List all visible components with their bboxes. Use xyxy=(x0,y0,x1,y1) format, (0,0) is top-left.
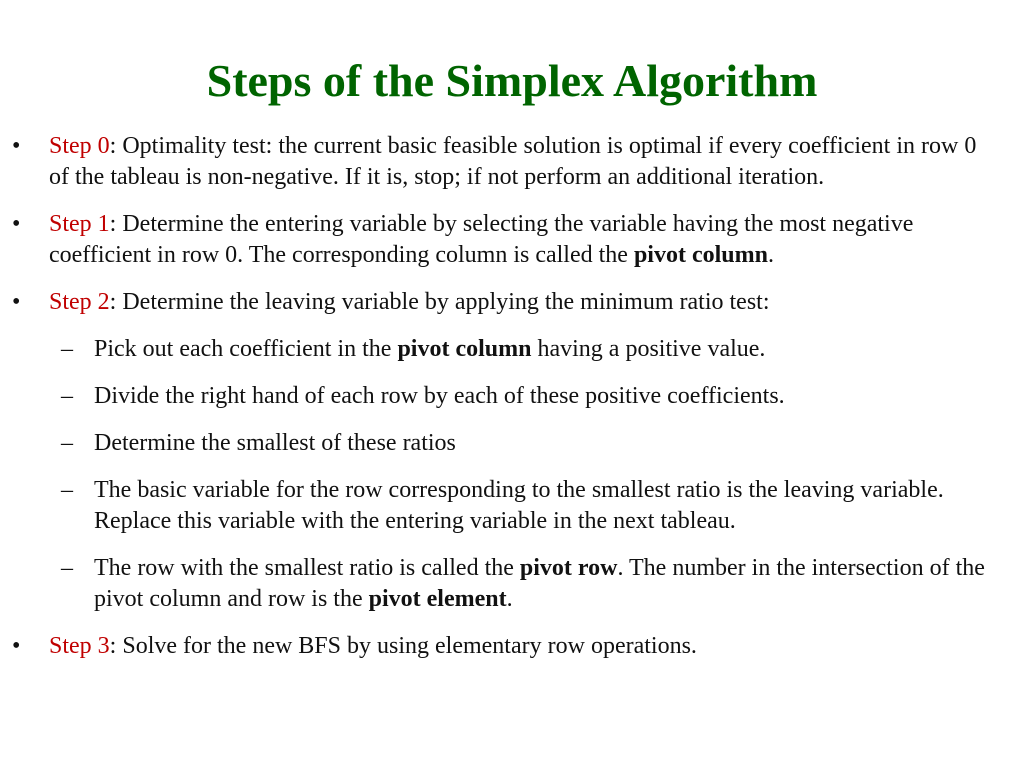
bullet-marker: • xyxy=(12,133,21,159)
pivot-column-term: pivot column xyxy=(397,336,532,362)
substep-basic-variable-text: The basic variable for the row corresponding to the smallest ratio is the leaving variable. Replace this variable with the entering variable in the next tableau. xyxy=(94,477,944,534)
bullet-marker: • xyxy=(12,211,21,237)
slide-title: Steps of the Simplex Algorithm xyxy=(206,55,818,106)
step-1-label: Step 1 xyxy=(49,211,110,237)
step-1-item xyxy=(0,209,1024,271)
step-2-description: : Determine the leaving variable by applying the minimum ratio test: xyxy=(109,289,770,315)
substep-pivot-row-text xyxy=(94,553,996,615)
substep-item xyxy=(0,553,1024,615)
step-1-description: : Determine the entering variable by selecting the variable having the most negative coefficient in row 0. The corresponding column is called the xyxy=(49,211,914,268)
dash-marker: – xyxy=(61,430,73,456)
step-3-text xyxy=(49,631,994,662)
substep-smallest-text: Determine the smallest of these ratios xyxy=(94,430,456,456)
substep-pivot-row-end: . xyxy=(506,586,513,612)
step-3-label: Step 3 xyxy=(49,633,110,659)
dash-marker: – xyxy=(61,477,73,503)
step-0-description: : Optimality test: the current basic feasible solution is optimal if every coefficient in row 0 of the tableau is non-negative. If it is, stop; if not perform an additional iteration. xyxy=(49,133,977,190)
step-1-end: . xyxy=(767,242,774,268)
step-2-label: Step 2 xyxy=(49,289,110,315)
substep-item xyxy=(0,428,1024,459)
dash-marker: – xyxy=(61,336,73,362)
substep-pick-end: having a positive value. xyxy=(531,336,766,362)
dash-marker: – xyxy=(61,555,73,581)
step-0-item xyxy=(0,131,1024,193)
pivot-element-term: pivot element xyxy=(368,586,507,612)
substep-pivot-row-middle: . The number in the intersection of the pivot column and row is the xyxy=(94,555,985,612)
step-2-item xyxy=(0,287,1024,318)
slide-body xyxy=(0,131,1024,678)
step-3-item xyxy=(0,631,1024,662)
substep-divide-text: Divide the right hand of each row by each of these positive coefficients. xyxy=(94,383,785,409)
substep-item xyxy=(0,334,1024,365)
bullet-marker: • xyxy=(12,289,21,315)
pivot-row-term: pivot row xyxy=(519,555,618,581)
bullet-marker: • xyxy=(12,633,21,659)
step-0-label: Step 0 xyxy=(49,133,110,159)
dash-marker: – xyxy=(61,383,73,409)
step-3-description: : Solve for the new BFS by using elementary row operations. xyxy=(109,633,697,659)
substep-item xyxy=(0,475,1024,537)
step-0-text xyxy=(49,131,994,193)
substep-item xyxy=(0,381,1024,412)
pivot-column-term: pivot column xyxy=(633,242,768,268)
step-2-text xyxy=(49,287,994,318)
substep-pick-text xyxy=(94,334,996,365)
substep-pick-start: Pick out each coefficient in the xyxy=(94,336,398,362)
substep-pivot-row-start: The row with the smallest ratio is called the xyxy=(94,555,520,581)
step-1-text xyxy=(49,209,994,271)
